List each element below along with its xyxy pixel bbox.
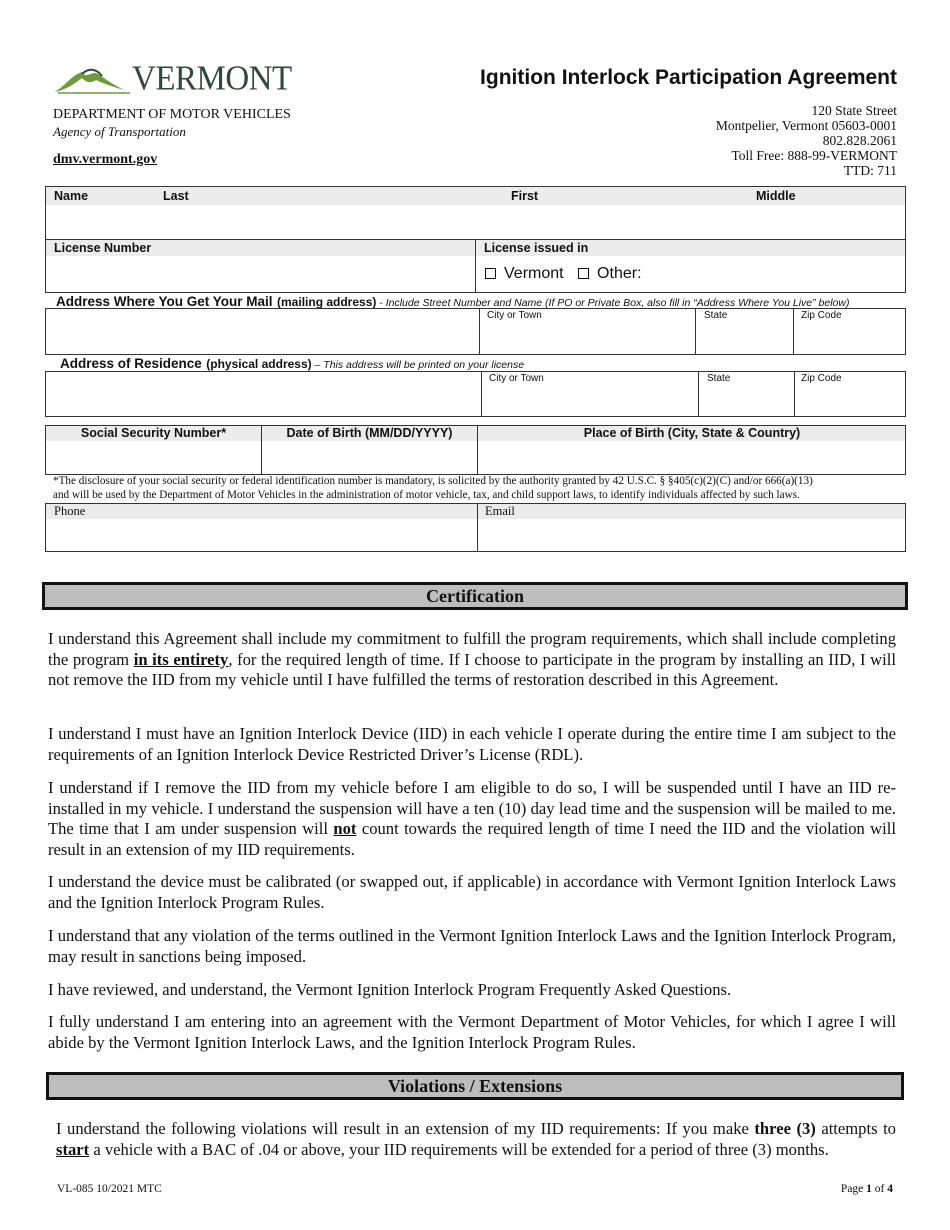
last-label: Last: [163, 189, 189, 203]
certification-paragraph-7: I fully understand I am entering into an agreement with the Vermont Department of Motor Vehicles, for which I agree I will abide by the Vermont Ignition Interlock Laws, and the Ignition Interlock Program Rules.: [48, 1012, 896, 1052]
text-run: attempts to: [815, 1119, 896, 1138]
divider: [793, 309, 794, 354]
certification-paragraph-6: I have reviewed, and understand, the Vermont Ignition Interlock Program Frequently Asked Questions.: [48, 980, 732, 999]
divider: [481, 372, 482, 416]
address-line: 802.828.2061: [822, 133, 897, 148]
emphasis-text: not: [333, 819, 357, 838]
divider: [479, 309, 480, 354]
license-issued-label: License issued in: [484, 241, 589, 255]
residence-caption-title: Address of Residence: [60, 356, 202, 371]
name-label: Name: [54, 189, 89, 203]
pob-input[interactable]: [484, 445, 898, 471]
address-line: Montpelier, Vermont 05603-0001: [715, 118, 897, 133]
residence-street-input[interactable]: [52, 382, 476, 410]
certification-paragraph-5: I understand that any violation of the terms outlined in the Vermont Ignition Interlock Laws and the Ignition Interlock Program, may result in sanctions being imposed.: [48, 926, 896, 966]
page-prefix: Page: [840, 1183, 867, 1195]
divider: [794, 372, 795, 416]
mailing-caption-note: - Include Street Number and Name (If PO or Private Box, also fill in “Address Where You Live” below): [376, 297, 850, 309]
divider: [698, 372, 699, 416]
address-line: Toll Free: 888-99-VERMONT: [731, 148, 897, 163]
other-checkbox[interactable]: [578, 268, 589, 279]
page-of: of: [871, 1183, 888, 1195]
ssn-disclosure: [53, 475, 903, 502]
mailing-zip-label: Zip Code: [801, 310, 842, 321]
mailing-caption-title: Address Where You Get Your Mail: [56, 294, 273, 309]
emphasis-text: start: [56, 1139, 90, 1159]
vermont-checkbox[interactable]: [485, 268, 496, 279]
email-input[interactable]: [484, 523, 898, 549]
residence-address-box: [45, 371, 906, 417]
contact-box: [45, 503, 906, 552]
license-number-input[interactable]: [54, 259, 468, 287]
ssn-input[interactable]: [52, 445, 256, 471]
residence-city-input[interactable]: [489, 388, 693, 414]
office-address: [716, 103, 897, 178]
page-title: Ignition Interlock Participation Agreement: [480, 66, 897, 89]
residence-zip-label: Zip Code: [801, 373, 842, 384]
mailing-street-input[interactable]: [52, 319, 476, 347]
vermont-logo: [52, 60, 292, 98]
text-run: count towards the required length of time I need the IID and the violation will result in an extension of my IID requirements.: [48, 819, 896, 859]
license-state-options: [485, 265, 642, 283]
page-total: 4: [887, 1183, 893, 1195]
contact-header-strip: [46, 504, 905, 519]
mailing-zip-input[interactable]: [801, 325, 905, 351]
ssn-label: Social Security Number*: [80, 426, 227, 440]
divider: [475, 240, 476, 292]
pob-label: Place of Birth (City, State & Country): [583, 426, 801, 440]
first-label: First: [511, 189, 539, 203]
residence-state-input[interactable]: [707, 388, 793, 414]
disclosure-line: and will be used by the Department of Motor Vehicles in the administration of motor vehicle, tax, and child support laws, to identify individuals affected by such laws.: [53, 488, 800, 501]
text-run: I understand the following violations will result in an extension of my IID requirements: If you make: [56, 1119, 755, 1138]
name-input[interactable]: [54, 209, 898, 237]
certification-paragraph-1: [48, 629, 896, 691]
department-name: DEPARTMENT OF MOTOR VEHICLES: [53, 107, 291, 122]
text-run: a vehicle with a BAC of .04 or above, your IID requirements will be extended for a period of three (3) months.: [89, 1139, 829, 1159]
logo-wordmark: VERMONT: [132, 60, 292, 98]
certification-heading: Certification: [42, 582, 908, 610]
vermont-option-label: Vermont: [504, 265, 564, 282]
form-id: VL-085 10/2021 MTC: [57, 1183, 162, 1195]
violations-heading: Violations / Extensions: [46, 1072, 904, 1100]
certification-paragraph-4: I understand the device must be calibrated (or swapped out, if applicable) in accordance with Vermont Ignition Interlock Laws and the Ignition Interlock Program Rules.: [48, 872, 896, 912]
mailing-state-input[interactable]: [704, 325, 793, 351]
divider: [695, 309, 696, 354]
disclosure-line: *The disclosure of your social security or federal identification number is mandatory, is solicited by the authority granted by 42 U.S.C. § §405(c)(2)(C) and/or 666(a)(13): [53, 475, 813, 487]
other-option-label: Other:: [597, 265, 642, 282]
text-run: I understand if I remove the IID from my vehicle before I am eligible to do so, I will be suspended until I have an IID re-installed in my vehicle. I understand the suspension will have a ten (10) day lead time and the suspension will be mailed to me. The time that I am under suspension will: [48, 778, 896, 838]
license-number-label: License Number: [54, 241, 152, 255]
email-label: Email: [485, 504, 515, 518]
name-license-box: [45, 186, 906, 293]
residence-caption-sub: (physical address): [206, 357, 312, 371]
phone-input[interactable]: [52, 523, 466, 549]
page-number: [841, 1183, 893, 1195]
residence-zip-input[interactable]: [801, 388, 905, 414]
certification-paragraph-2: I understand I must have an Ignition Interlock Device (IID) in each vehicle I operate during the entire time I am subject to the requirements of an Ignition Interlock Device Restricted Driver’s License (RDL).: [48, 724, 896, 764]
agency-name: Agency of Transportation: [53, 124, 186, 139]
residence-caption-note: – This address will be printed on your license: [311, 359, 525, 371]
mailing-city-label: City or Town: [487, 310, 542, 321]
residence-state-label: State: [707, 373, 731, 384]
certification-paragraph-3: [48, 778, 896, 860]
text-run: , for the required length of time. If I choose to participate in the program by installing an IID, I will not remove the IID from my vehicle until I have fulfilled the terms of restoration described in this Agreement.: [48, 649, 896, 689]
divider: [477, 504, 478, 551]
emphasis-text: in its entirety: [133, 649, 229, 669]
mailing-city-input[interactable]: [487, 325, 691, 351]
address-line: 120 State Street: [811, 103, 897, 118]
page-current: 1: [866, 1183, 872, 1195]
mailing-address-box: [45, 308, 906, 355]
violations-paragraph: [56, 1119, 896, 1160]
mountain-logo-icon: [52, 62, 132, 96]
residence-city-label: City or Town: [489, 373, 544, 384]
mailing-caption-sub: (mailing address): [277, 295, 377, 309]
dob-label: Date of Birth (MM/DD/YYYY): [286, 426, 453, 440]
mailing-state-label: State: [704, 310, 728, 321]
bold-text: three (3): [754, 1119, 816, 1138]
phone-label: Phone: [54, 504, 86, 518]
identity-box: [45, 425, 906, 475]
website-link[interactable]: dmv.vermont.gov: [53, 152, 158, 167]
text-run: I understand this Agreement shall include my commitment to fulfill the program requirements, which shall include completing the program: [48, 629, 896, 669]
address-line: TTD: 711: [843, 163, 897, 178]
dob-input[interactable]: [268, 445, 472, 471]
middle-label: Middle: [756, 189, 796, 203]
